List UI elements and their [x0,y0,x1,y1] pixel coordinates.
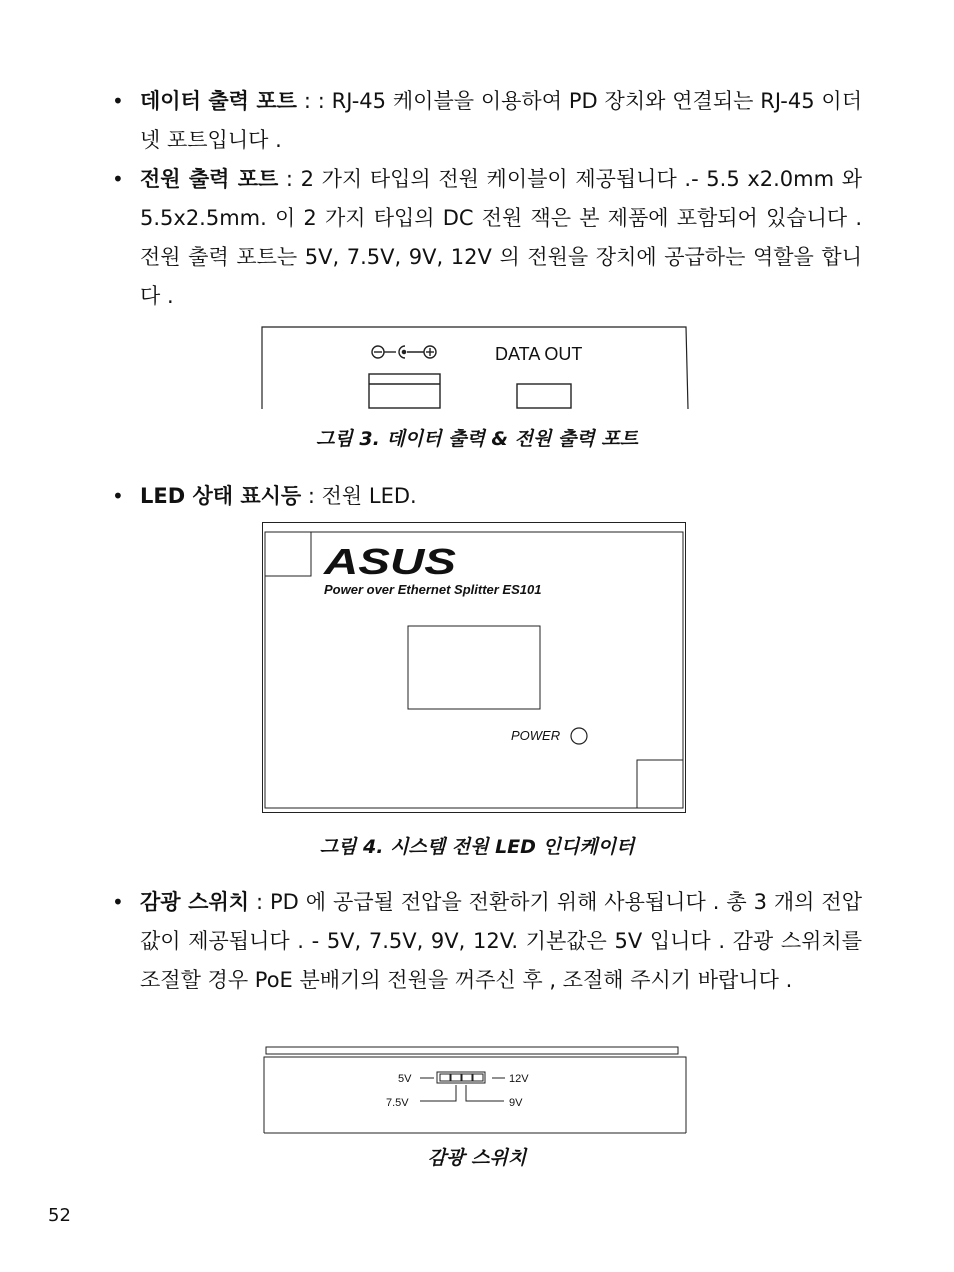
data-out-port-label: 데이터 출력 포트 [140,89,297,113]
power-label: POWER [511,728,561,743]
switch-panel-drawing [262,1045,688,1135]
bullet-led-indicator [112,477,862,516]
power-out-port-text: : 2 가지 타입의 전원 케이블이 제공됩니다 .- 5.5 x2.0mm 와 5.5x2.5mm. 이 2 가지 타입의 DC 전원 잭은 본 제품에 포함되어 있습니다 . 전원 출력 포트는 5V, 7.5V, 9V, 12V 의 전원을 장치에 공급하는 역할을 합니다 . [140,167,862,308]
data-out-port-text: : : RJ-45 케이블을 이용하여 PD 장치와 연결되는 RJ-45 이더넷 포트입니다 . [140,89,862,152]
product-name: Power over Ethernet Splitter ES101 [324,582,542,597]
bullet-data-out-port [112,82,862,160]
figure-5-caption: 감광 스위치 [427,1147,527,1169]
bullet-dot: • [112,484,124,508]
led-label: LED 상태 표시등 [140,484,302,508]
led-text: : 전원 LED. [301,484,417,508]
bullet-dot: • [112,890,124,914]
label-7-5v: 7.5V [386,1097,409,1109]
port-panel-drawing [261,326,689,410]
figure-4-device-top [262,522,686,813]
voltage-switch-icon [437,1072,485,1083]
data-out-jack [517,384,571,408]
asus-logo [323,541,456,582]
figure-3-caption: 그림 3. 데이터 출력 & 전원 출력 포트 [316,428,638,450]
power-out-jack [369,374,440,408]
label-12v: 12V [509,1073,529,1085]
bullet-dot: • [112,89,124,113]
figure-5-switch-diagram [262,1045,688,1135]
figure-4-caption: 그림 4. 시스템 전원 LED 인디케이터 [319,836,635,858]
switch-text: : PD 에 공급될 전압을 전환하기 위해 사용됩니다 . 총 3 개의 전압 값이 제공됩니다 . - 5V, 7.5V, 9V, 12V. 기본값은 5V 입니다 . 감광 스위치를 조절할 경우 PoE 분배기의 전원을 꺼주신 후 , 조절해 주시기 바랍니다 . [140,890,862,992]
power-led-icon [571,728,587,744]
label-window [408,626,540,709]
dc-polarity-icon [372,346,436,358]
power-out-port-label: 전원 출력 포트 [140,167,279,191]
svg-text:ASUS: ASUS [322,541,456,582]
bullet-voltage-switch [112,883,862,1000]
label-5v: 5V [398,1073,412,1085]
bullet-dot: • [112,167,124,191]
bullet-power-out-port [112,160,862,316]
label-9v: 9V [509,1097,523,1109]
device-top-drawing [262,522,686,813]
page-number: 52 [48,1205,71,1226]
switch-label: 감광 스위치 [140,890,250,914]
figure-3-port-diagram [261,326,689,410]
data-out-label: DATA OUT [495,344,583,364]
